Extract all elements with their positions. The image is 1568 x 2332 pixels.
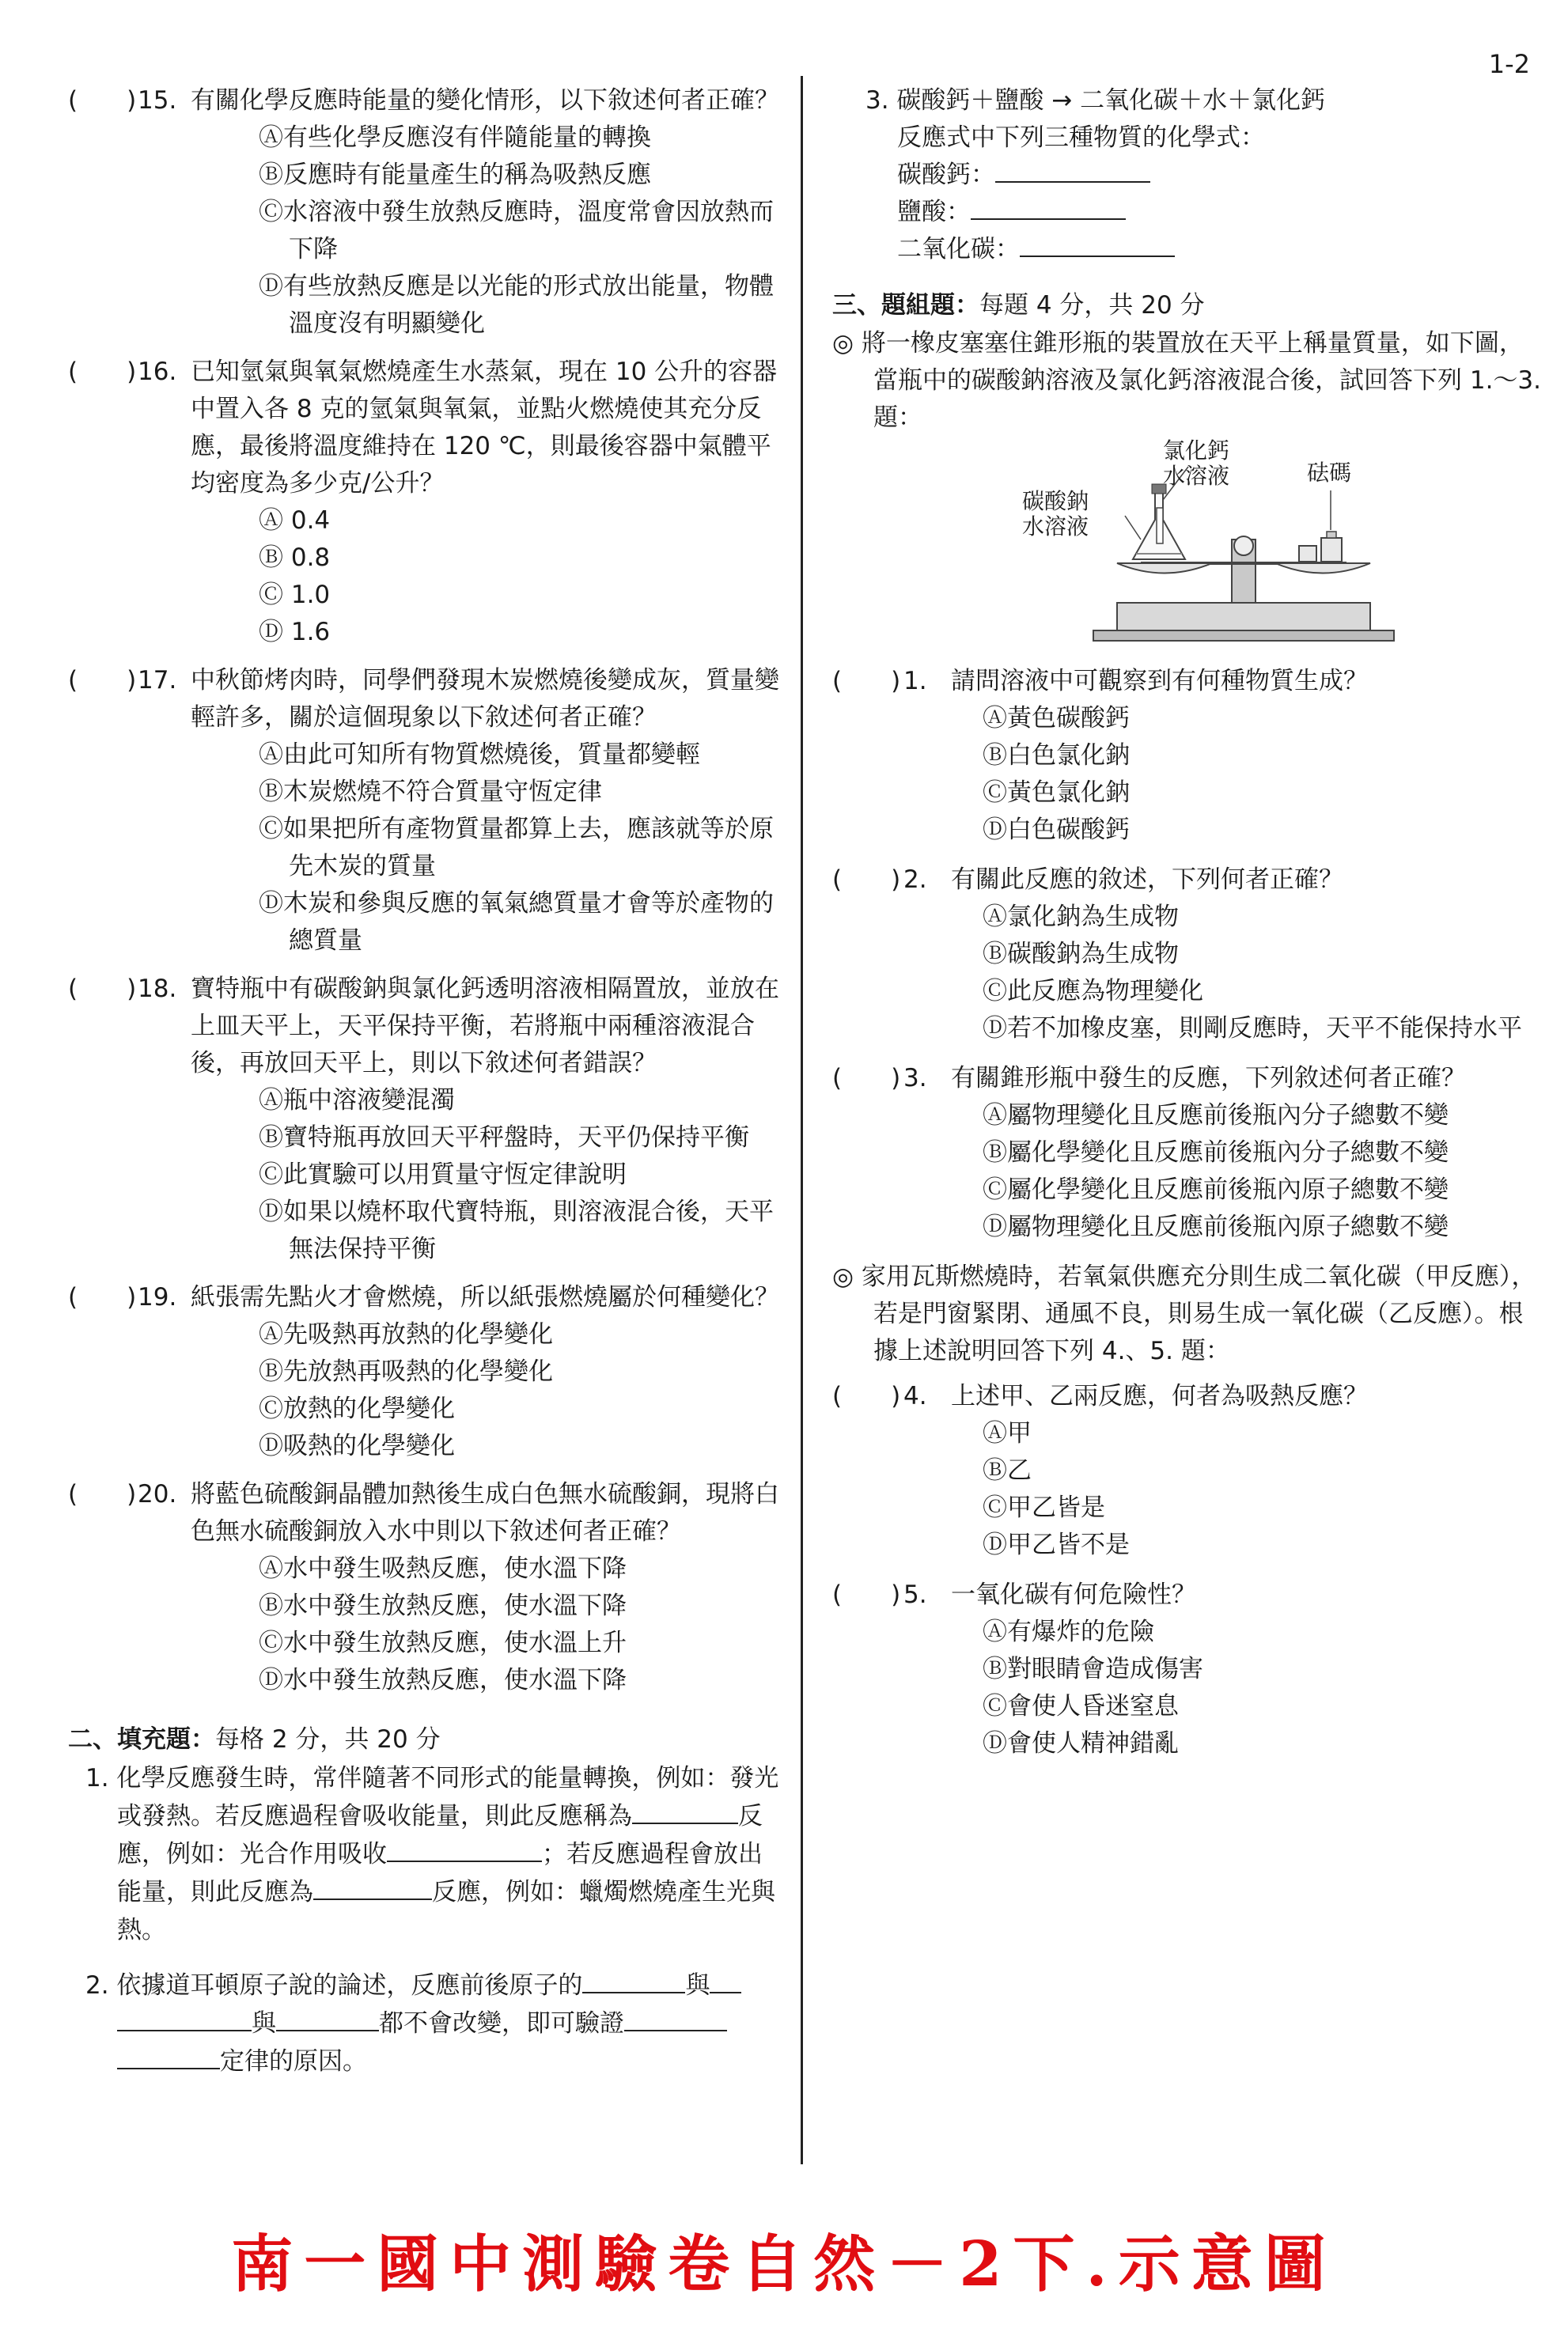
fill-blank[interactable] [582,1968,685,1993]
answer-option: Ⓐ水中發生吸熱反應，使水溫下降 [259,1554,627,1583]
question-item [68,662,780,960]
group-intro-2: ◎ 家用瓦斯燃燒時，若氧氣供應充分則生成二氧化碳（甲反應），若是門窗緊閉、通風不良，則易生成一氧化碳（乙反應）。根據上述說明回答下列 4.、5. 題： [832,1263,1536,1365]
fill-q2-text-d: 都不會改變，即可驗證 [379,2009,624,2038]
fill-q2-text-c: 與 [252,2009,276,2038]
fill-q2-text-a: 2. 依據道耳頓原子說的論述，反應前後原子的 [85,1971,583,2000]
answer-option: Ⓑ水中發生放熱反應，使水溫下降 [259,1592,627,1620]
answer-option: Ⓐ屬物理變化且反應前後瓶內分子總數不變 [983,1101,1449,1130]
answer-option: Ⓑ 0.8 [259,543,331,572]
answer-option: Ⓓ木炭和參與反應的氧氣總質量才會等於產物的總質量 [259,889,774,955]
figure-label-na2co3: 碳酸鈉 水溶液 [1022,488,1089,539]
answer-option: Ⓐ氯化鈉為生成物 [983,903,1179,931]
fill-q3-co2-label: 二氧化碳： [897,235,1020,263]
answer-bracket[interactable]: ( ) [832,865,901,894]
question-item [68,971,780,1268]
answer-option: Ⓓ白色碳酸鈣 [983,816,1130,844]
question-item [832,1378,1544,1564]
section2-title-rest: 每格 2 分，共 20 分 [215,1725,441,1754]
answer-option: Ⓐ瓶中溶液變混濁 [259,1086,455,1115]
question-item [832,861,1544,1047]
fill-question-1 [76,1759,780,1949]
answer-option: Ⓓ屬物理變化且反應前後瓶內原子總數不變 [983,1213,1449,1241]
question-item [832,663,1544,849]
fill-q3-co2 [865,231,1544,268]
answer-bracket[interactable]: ( ) [68,666,137,695]
answer-option: Ⓑ先放熱再吸熱的化學變化 [259,1357,553,1386]
fill-q3-instruction: 反應式中下列三種物質的化學式： [897,123,1265,152]
answer-bracket[interactable]: ( ) [68,86,137,115]
answer-option: Ⓐ有爆炸的危險 [983,1618,1154,1646]
fill-blank[interactable] [387,1837,542,1862]
answer-option: Ⓐ黃色碳酸鈣 [983,704,1130,733]
section2-title [68,1720,780,1759]
page-number: 1-2 [1488,49,1530,79]
question-stem: 上述甲、乙兩反應，何者為吸熱反應？ [951,1382,1368,1410]
question-stem: 中秋節烤肉時，同學們發現木炭燃燒後變成灰，質量變輕許多，關於這個現象以下敘述何者正確？ [191,666,779,732]
question-number: 1. [903,667,927,695]
question-stem: 寶特瓶中有碳酸鈉與氯化鈣透明溶液相隔置放，並放在上皿天平上，天平保持平衡，若將瓶中兩種溶液混合後，再放回天平上，則以下敘述何者錯誤？ [191,975,779,1077]
answer-bracket[interactable]: ( ) [68,1283,137,1312]
answer-option: Ⓒ屬化學變化且反應前後瓶內原子總數不變 [983,1175,1449,1204]
question-number: 19. [138,1283,177,1312]
answer-option: Ⓓ甲乙皆不是 [983,1531,1130,1559]
answer-option: Ⓒ甲乙皆是 [983,1493,1105,1522]
answer-option: Ⓓ有些放熱反應是以光能的形式放出能量，物體溫度沒有明顯變化 [259,272,774,338]
answer-option: Ⓑ木炭燃燒不符合質量守恆定律 [259,778,602,806]
answer-bracket[interactable]: ( ) [68,358,137,386]
fill-q3-caco3 [865,157,1544,194]
answer-option: Ⓓ吸熱的化學變化 [259,1432,455,1460]
answer-bracket[interactable]: ( ) [832,1382,901,1410]
answer-option: Ⓒ黃色氯化鈉 [983,778,1130,807]
fill-question-3 [832,82,1544,268]
answer-option: Ⓐ甲 [983,1419,1032,1448]
question-stem: 將藍色硫酸銅晶體加熱後生成白色無水硫酸銅，現將白色無水硫酸銅放入水中則以下敘述何者正確？ [191,1480,779,1546]
answer-bracket[interactable]: ( ) [832,1064,901,1092]
fill-blank[interactable] [710,1968,741,1993]
group2-question-list [832,1378,1544,1762]
question-stem: 紙張需先點火才會燃燒，所以紙張燃燒屬於何種變化？ [191,1283,779,1312]
question-number: 4. [903,1382,927,1410]
answer-option: Ⓑ白色氯化鈉 [983,741,1130,770]
question-number: 5. [903,1581,927,1609]
answer-option: Ⓒ此實驗可以用質量守恆定律說明 [259,1160,627,1189]
question-stem: 已知氫氣與氧氣燃燒產生水蒸氣，現在 10 公升的容器中置入各 8 克的氫氣與氧氣，並點火燃燒使其充分反應，最後將溫度維持在 120 ℃，則最後容器中氣體平均密度為多少克/公升？ [191,358,778,498]
question-stem: 一氧化碳有何危險性？ [951,1581,1196,1609]
left-question-list [68,82,780,1699]
fill-q3-hcl [865,194,1544,231]
answer-option: Ⓑ反應時有能量產生的稱為吸熱反應 [259,161,651,189]
group1-question-list [832,663,1544,1246]
answer-option: Ⓒ放熱的化學變化 [259,1395,455,1423]
question-number: 15. [138,86,177,115]
question-stem: 有關錐形瓶中發生的反應，下列敘述何者正確？ [951,1064,1466,1092]
fill-q1-text-d: 反應，例如：蠟燭燃燒產生光與熱。 [117,1878,775,1944]
question-item [832,1060,1544,1246]
answer-option: Ⓒ水溶液中發生放熱反應時，溫度常會因放熱而下降 [259,198,774,263]
fill-blank[interactable] [1020,232,1175,257]
answer-option: Ⓐ先吸熱再放熱的化學變化 [259,1320,553,1349]
fill-q1-text-c: ；若反應過程會放出能量，則此反應為 [117,1840,763,1906]
footer-banner: 南一國中測驗卷自然－2下.示意圖 [231,2228,1337,2300]
question-item [68,354,780,651]
question-item [68,1476,780,1699]
fill-blank[interactable] [971,195,1126,220]
question-stem: 請問溶液中可觀察到有何種物質生成？ [951,667,1368,695]
section2-title-bold: 二、填充題： [68,1725,215,1754]
answer-option: Ⓑ寶特瓶再放回天平秤盤時，天平仍保持平衡 [259,1123,749,1152]
fill-q3-equation: 3. 碳酸鈣＋鹽酸 → 二氧化碳＋水＋氯化鈣 [865,86,1326,115]
answer-option: Ⓓ如果以燒杯取代寶特瓶，則溶液混合後，天平無法保持平衡 [259,1198,774,1263]
question-number: 16. [138,358,177,386]
balance-icon [1070,445,1418,650]
question-number: 18. [138,975,177,1003]
right-column [832,82,1544,1775]
question-number: 17. [138,666,177,695]
question-number: 3. [903,1064,927,1092]
fill-blank[interactable] [117,2006,252,2031]
fill-blank[interactable] [995,157,1150,183]
answer-option: Ⓐ 0.4 [259,506,331,535]
fill-blank[interactable] [632,1799,687,1824]
fill-q1-text-a: 1. 化學反應發生時，常伴隨著不同形式的能量轉換，例如：發光或發熱。若反應過程會吸收能量，則此反應稱為 [85,1764,779,1830]
group-intro-1: ◎ 將一橡皮塞塞住錐形瓶的裝置放在天平上稱量質量，如下圖，當瓶中的碳酸鈉溶液及氯化鈣溶液混合後，試回答下列 1.～3. 題： [832,329,1542,432]
question-number: 20. [138,1480,177,1509]
figure-label-cacl2: 氯化鈣 水溶液 [1163,437,1230,489]
answer-bracket[interactable]: ( ) [832,1581,901,1609]
question-stem: 有關化學反應時能量的變化情形，以下敘述何者正確？ [191,86,779,115]
section3-title-rest: 每題 4 分，共 20 分 [979,291,1205,320]
fill-blank[interactable] [313,1875,432,1900]
section3-title [832,286,1544,325]
fill-blank[interactable] [624,2006,727,2031]
answer-option: Ⓑ屬化學變化且反應前後瓶內分子總數不變 [983,1138,1449,1167]
fill-q3-hcl-label: 鹽酸： [897,198,971,226]
section3-title-bold: 三、題組題： [832,291,979,320]
answer-option: Ⓑ乙 [983,1456,1032,1485]
question-number: 2. [903,865,927,894]
answer-option: Ⓐ有些化學反應沒有伴隨能量的轉換 [259,123,651,152]
answer-option: Ⓑ對眼睛會造成傷害 [983,1655,1203,1683]
answer-option: Ⓓ 1.6 [259,618,331,646]
question-item [68,1279,780,1465]
question-item [68,82,780,343]
fill-blank[interactable] [687,1799,738,1824]
answer-option: Ⓒ水中發生放熱反應，使水溫上升 [259,1629,627,1657]
answer-option: Ⓒ 1.0 [259,581,331,609]
fill-q2-text-b: 與 [685,1971,710,2000]
answer-option: Ⓓ若不加橡皮塞，則剛反應時，天平不能保持水平 [983,1014,1522,1043]
fill-blank[interactable] [276,2006,379,2031]
balance-figure [1022,437,1418,650]
fill-q3-caco3-label: 碳酸鈣： [897,161,995,189]
question-item [832,1577,1544,1762]
fill-question-2 [76,1967,780,2080]
answer-bracket[interactable]: ( ) [68,1480,137,1509]
answer-option: Ⓐ由此可知所有物質燃燒後，質量都變輕 [259,740,700,769]
answer-bracket[interactable]: ( ) [68,975,137,1003]
fill-q1-text-b: 反應，例如：光合作用吸收 [117,1802,763,1868]
column-divider [801,76,803,2164]
fill-q2-text-e: 定律的原因。 [220,2047,367,2076]
figure-label-weights: 砝碼 [1307,460,1352,486]
answer-option: Ⓓ會使人精神錯亂 [983,1729,1179,1758]
answer-option: Ⓓ水中發生放熱反應，使水溫下降 [259,1666,627,1694]
left-column [68,82,780,2098]
answer-option: Ⓒ會使人昏迷窒息 [983,1692,1179,1721]
answer-bracket[interactable]: ( ) [832,667,901,695]
fill-blank[interactable] [117,2044,220,2069]
answer-option: Ⓒ此反應為物理變化 [983,977,1203,1005]
answer-option: Ⓑ碳酸鈉為生成物 [983,940,1179,968]
question-stem: 有關此反應的敘述，下列何者正確？ [951,865,1343,894]
answer-option: Ⓒ如果把所有產物質量都算上去，應該就等於原先木炭的質量 [259,815,774,880]
